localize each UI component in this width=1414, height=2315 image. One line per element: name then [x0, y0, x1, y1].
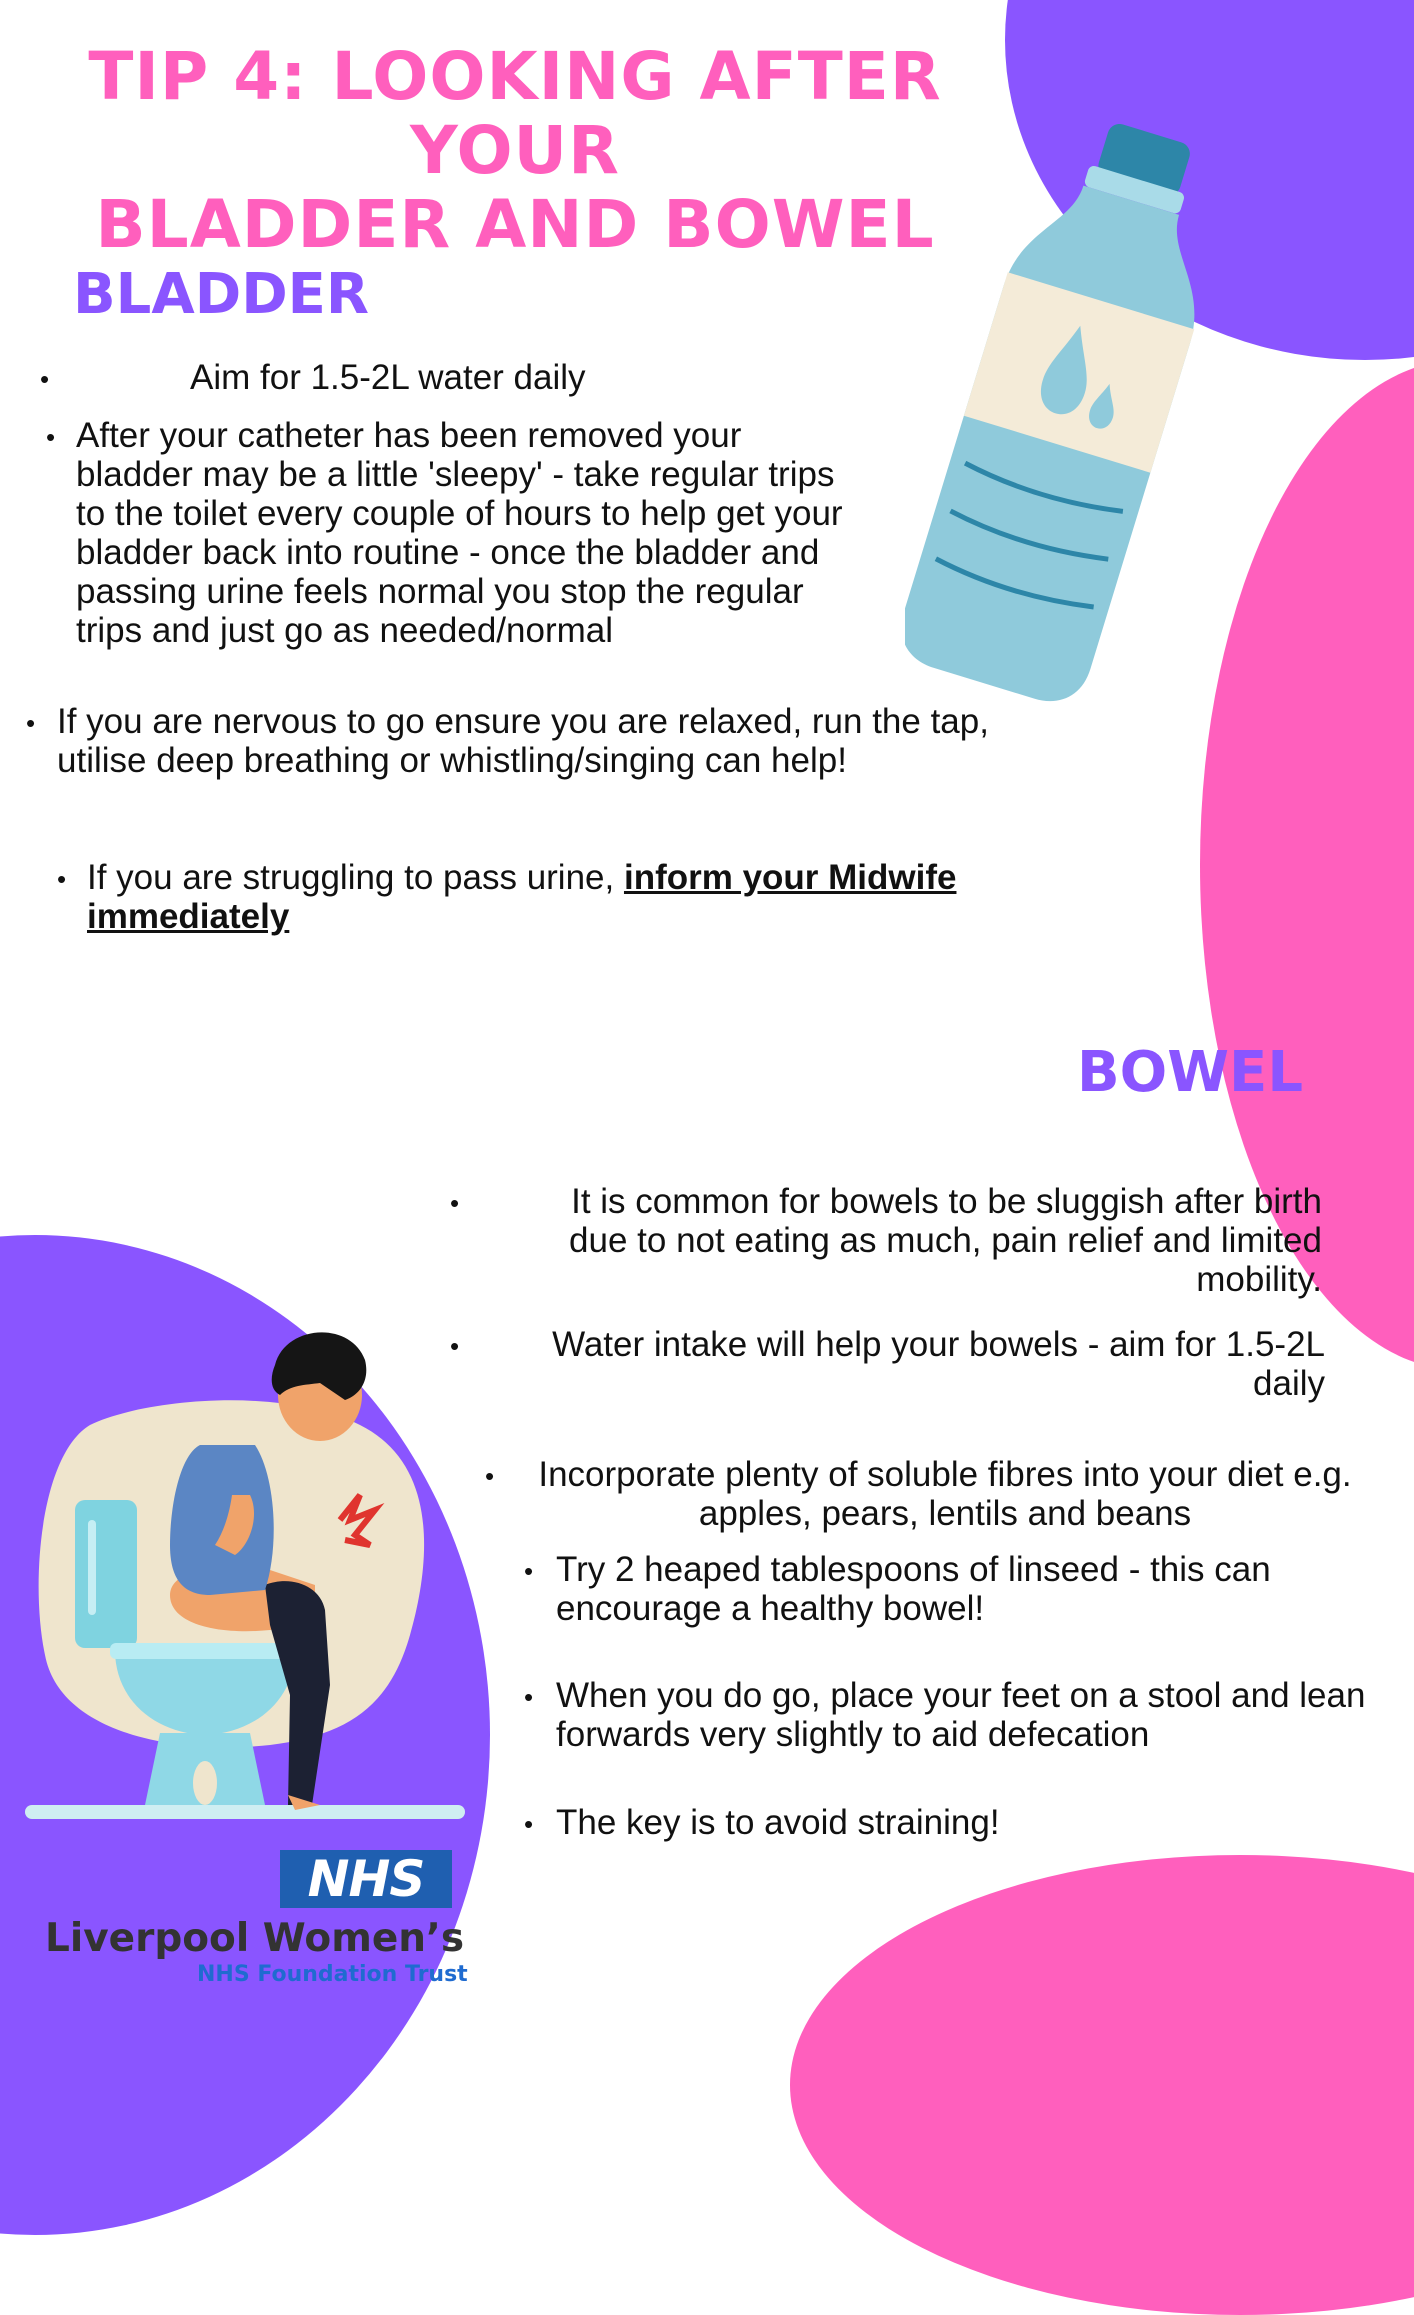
bladder-item-water-text: Aim for 1.5-2L water daily	[190, 358, 586, 397]
page-title-line-1: TIP 4: LOOKING AFTER YOUR	[88, 38, 942, 189]
woman-on-toilet-illustration	[20, 1305, 470, 1830]
bowel-item-sluggish-text: It is common for bowels to be sluggish after birth due to not eating as much, pain relief and limited mobility.	[569, 1182, 1322, 1299]
bladder-item-struggling: • If you are struggling to pass urine, inform your Midwife immediately	[57, 858, 957, 936]
bowel-item-straining: • The key is to avoid straining!	[524, 1803, 1394, 1842]
inform-midwife-emphasis: inform your Midwife immediately	[87, 858, 957, 936]
water-bottle-icon	[905, 110, 1225, 710]
bladder-item-catheter: • After your catheter has been removed your bladder may be a little 'sleepy' - take regular trips to the toilet every couple of hours to help get your bladder back into routine - once the bladder and passing urine feels normal you stop the regular trips and just go as needed/normal	[46, 416, 866, 650]
bowel-item-stool-text: When you do go, place your feet on a stool and lean forwards very slightly to aid defecation	[556, 1676, 1366, 1754]
bowel-item-fibres-text: Incorporate plenty of soluble fibres into your diet e.g. apples, pears, lentils and beans	[538, 1455, 1352, 1533]
page-title	[0, 40, 1030, 262]
bladder-item-nervous: • If you are nervous to go ensure you are relaxed, run the tap, utilise deep breathing or whistling/singing can help!	[26, 702, 1036, 780]
bowel-item-stool: • When you do go, place your feet on a stool and lean forwards very slightly to aid defecation	[524, 1676, 1404, 1754]
bladder-item-catheter-text: After your catheter has been removed your bladder may be a little 'sleepy' - take regular trips to the toilet every couple of hours to help get your bladder back into routine - once the bladder and passing urine feels normal you stop the regular trips and just go as needed/normal	[76, 416, 843, 650]
bowel-item-linseed-text: Try 2 heaped tablespoons of linseed - this can encourage a healthy bowel!	[556, 1550, 1271, 1628]
bowel-item-water-text: Water intake will help your bowels - aim for 1.5-2L daily	[552, 1325, 1325, 1403]
page-title-line-2: BLADDER AND BOWEL	[95, 186, 935, 263]
logo-trust-name: Liverpool Women’s	[45, 1916, 465, 1961]
struggling-text: If you are struggling to pass urine,	[87, 858, 624, 897]
bladder-item-nervous-text: If you are nervous to go ensure you are relaxed, run the tap, utilise deep breathing or whistling/singing can help!	[57, 702, 989, 780]
bowel-heading: BOWEL	[1077, 1040, 1303, 1105]
bowel-item-straining-text: The key is to avoid straining!	[556, 1803, 1000, 1842]
logo-foundation-trust: NHS Foundation Trust	[197, 1962, 468, 1987]
nhs-badge: NHS	[280, 1850, 452, 1908]
bladder-heading: BLADDER	[73, 262, 370, 327]
bowel-item-linseed: • Try 2 heaped tablespoons of linseed - this can encourage a healthy bowel!	[524, 1550, 1394, 1628]
pink-blob-bottom-right	[790, 1855, 1414, 2315]
